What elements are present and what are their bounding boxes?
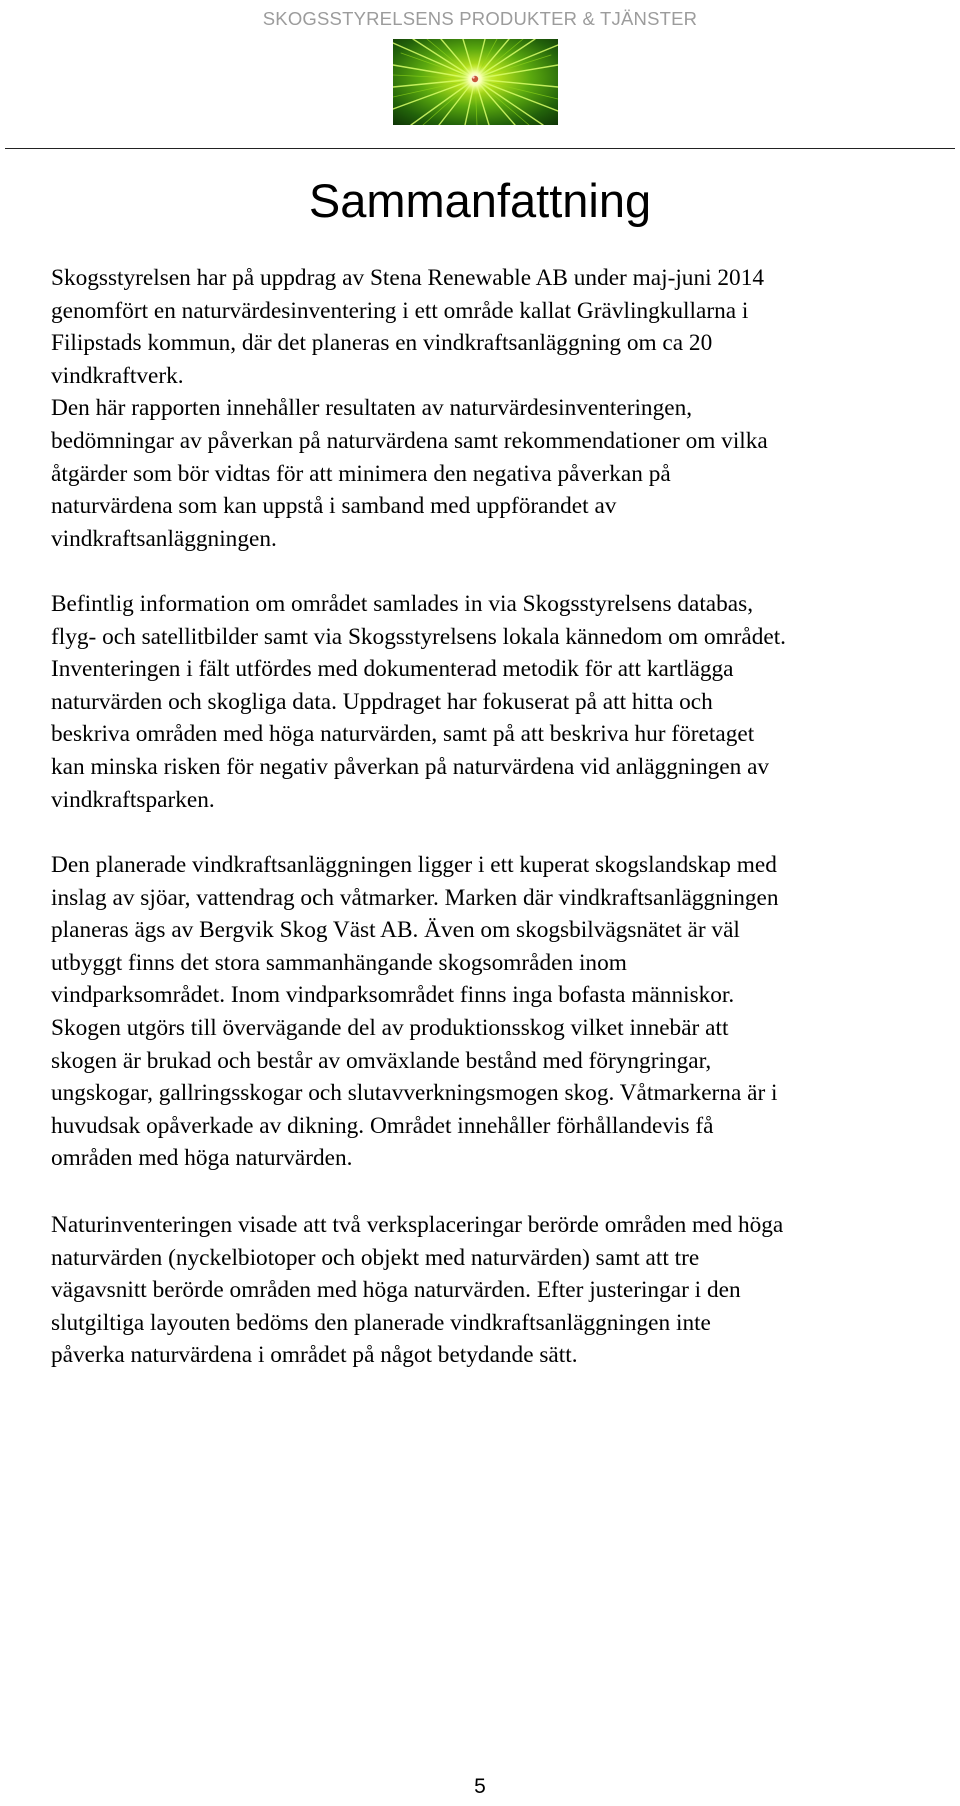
paragraph-line: Skogsstyrelsen har på uppdrag av Stena Renewable AB under maj-juni 2014	[51, 265, 764, 291]
green-plant-burst-icon	[393, 39, 558, 125]
header-divider	[5, 148, 955, 149]
paragraph-landscape	[51, 849, 951, 1175]
paragraph-line: vindparksområdet. Inom vindparksområdet finns inga bofasta människor.	[51, 982, 735, 1009]
paragraph-line: vindkraftsanläggningen.	[51, 525, 277, 552]
paragraph-line: bedömningar av påverkan på naturvärdena samt rekommendationer om vilka	[51, 427, 768, 454]
paragraph-line: slutgiltiga layouten bedöms den planerade vindkraftsanläggningen inte	[51, 1309, 711, 1336]
paragraph-line: huvudsak opåverkade av dikning. Området innehåller förhållandevis få	[51, 1112, 714, 1139]
paragraph-line: Skogen utgörs till övervägande del av produktionsskog vilket innebär att	[51, 1014, 729, 1041]
page-number: 5	[474, 1775, 486, 1798]
paragraph-line: Naturinventeringen visade att två verksplaceringar berörde områden med höga	[51, 1212, 784, 1238]
paragraph-results	[51, 1209, 951, 1372]
paragraph-line: skogen är brukad och består av omväxlande bestånd med föryngringar,	[51, 1047, 712, 1074]
paragraph-line: vindkraftsparken.	[51, 786, 215, 813]
paragraph-line: Den planerade vindkraftsanläggningen ligger i ett kuperat skogslandskap med	[51, 852, 777, 878]
paragraph-line: beskriva områden med höga naturvärden, samt på att beskriva hur företaget	[51, 721, 755, 748]
paragraph-line: ungskogar, gallringsskogar och slutavverkningsmogen skog. Våtmarkerna är i	[51, 1080, 778, 1107]
paragraph-line: genomfört en naturvärdesinventering i ett område kallat Grävlingkullarna i	[51, 297, 749, 324]
page-title: Sammanfattning	[308, 174, 652, 227]
paragraph-line: planeras ägs av Bergvik Skog Väst AB. Även om skogsbilvägsnätet är väl	[51, 917, 740, 944]
paragraph-line: områden med höga naturvärden.	[51, 1145, 353, 1172]
paragraph-line: Filipstads kommun, där det planeras en vindkraftsanläggning om ca 20	[51, 330, 713, 357]
paragraph-line: Den här rapporten innehåller resultaten av naturvärdesinventeringen,	[51, 395, 693, 422]
paragraph-line: naturvärdena som kan uppstå i samband med uppförandet av	[51, 493, 617, 520]
paragraph-method	[51, 588, 951, 816]
paragraph-line: flyg- och satellitbilder samt via Skogsstyrelsens lokala kännedom om området.	[51, 623, 786, 650]
paragraph-intro	[51, 262, 951, 555]
paragraph-line: utbyggt finns det stora sammanhängande skogsområden inom	[51, 949, 627, 976]
paragraph-line: Befintlig information om området samlades in via Skogsstyrelsens databas,	[51, 591, 754, 617]
paragraph-line: vindkraftverk.	[51, 362, 184, 389]
paragraph-line: inslag av sjöar, vattendrag och våtmarker. Marken där vindkraftsanläggningen	[51, 884, 779, 911]
paragraph-line: vägavsnitt berörde områden med höga naturvärden. Efter justeringar i den	[51, 1277, 741, 1304]
paragraph-line: naturvärden och skogliga data. Uppdraget har fokuserat på att hitta och	[51, 688, 713, 715]
header-label: SKOGSSTYRELSENS PRODUKTER & TJÄNSTER	[262, 8, 698, 29]
paragraph-line: naturvärden (nyckelbiotoper och objekt med naturvärden) samt att tre	[51, 1244, 700, 1271]
paragraph-line: kan minska risken för negativ påverkan på naturvärdena vid anläggningen av	[51, 753, 770, 780]
paragraph-line: åtgärder som bör vidtas för att minimera den negativa påverkan på	[51, 460, 671, 487]
paragraph-line: Inventeringen i fält utfördes med dokumenterad metodik för att kartlägga	[51, 656, 734, 683]
header-plant-image	[393, 39, 558, 125]
paragraph-line: påverka naturvärdena i området på något betydande sätt.	[51, 1342, 578, 1369]
